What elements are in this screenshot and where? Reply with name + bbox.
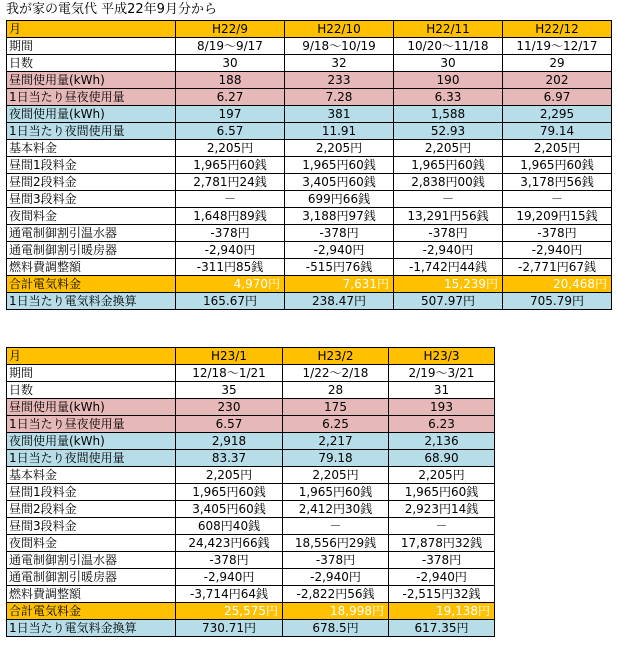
value-cell: 2,136 xyxy=(389,433,495,450)
value-cell: 8/19～9/17 xyxy=(176,38,285,55)
value-cell: 2,205円 xyxy=(394,140,503,157)
header-month-label: 月 xyxy=(7,21,176,38)
value-cell: 18,998円 xyxy=(283,603,389,620)
value-cell: 1,965円60銭 xyxy=(503,157,612,174)
value-cell: 6.97 xyxy=(503,89,612,106)
value-cell: 705.79円 xyxy=(503,293,612,310)
value-cell: 2/19～3/21 xyxy=(389,365,495,382)
value-cell: -2,940円 xyxy=(176,242,285,259)
value-cell: 1,965円60銭 xyxy=(394,157,503,174)
value-cell: 3,405円60銭 xyxy=(176,501,283,518)
table-row xyxy=(7,242,612,259)
value-cell: 83.37 xyxy=(176,450,283,467)
row-label: 昼間2段料金 xyxy=(7,501,176,518)
value-cell: 29 xyxy=(503,55,612,72)
header-month-cell: H23/1 xyxy=(176,348,283,365)
value-cell: 2,781円24銭 xyxy=(176,174,285,191)
value-cell: 6.25 xyxy=(283,416,389,433)
value-cell: 1,965円60銭 xyxy=(176,157,285,174)
table-row xyxy=(7,365,495,382)
value-cell: 1,965円60銭 xyxy=(389,484,495,501)
value-cell: 188 xyxy=(176,72,285,89)
table-row xyxy=(7,225,612,242)
header-month-cell: H23/3 xyxy=(389,348,495,365)
value-cell: 2,205円 xyxy=(283,467,389,484)
value-cell: -2,940円 xyxy=(389,569,495,586)
value-cell: 507.97円 xyxy=(394,293,503,310)
value-cell: 3,188円97銭 xyxy=(285,208,394,225)
value-cell: － xyxy=(283,518,389,535)
row-label: 日数 xyxy=(7,382,176,399)
value-cell: 608円40銭 xyxy=(176,518,283,535)
table-row xyxy=(7,157,612,174)
value-cell: -3,714円64銭 xyxy=(176,586,283,603)
value-cell: 3,405円60銭 xyxy=(285,174,394,191)
row-label: 夜間料金 xyxy=(7,535,176,552)
value-cell: 175 xyxy=(283,399,389,416)
value-cell: -2,822円56銭 xyxy=(283,586,389,603)
value-cell: 19,209円15銭 xyxy=(503,208,612,225)
value-cell: 2,217 xyxy=(283,433,389,450)
value-cell: 190 xyxy=(394,72,503,89)
value-cell: 617.35円 xyxy=(389,620,495,637)
row-label: 昼間使用量(kWh) xyxy=(7,72,176,89)
value-cell: 9/18～10/19 xyxy=(285,38,394,55)
table-row xyxy=(7,399,495,416)
value-cell: 18,556円29銭 xyxy=(283,535,389,552)
value-cell: -2,771円67銭 xyxy=(503,259,612,276)
header-row xyxy=(7,21,612,38)
row-label: 期間 xyxy=(7,365,176,382)
value-cell: 15,239円 xyxy=(394,276,503,293)
value-cell: 79.14 xyxy=(503,123,612,140)
value-cell: -378円 xyxy=(285,225,394,242)
table-row xyxy=(7,518,495,535)
value-cell: 202 xyxy=(503,72,612,89)
table-row xyxy=(7,484,495,501)
row-label: 燃料費調整額 xyxy=(7,586,176,603)
header-month-cell: H22/11 xyxy=(394,21,503,38)
table-row xyxy=(7,55,612,72)
table-row xyxy=(7,501,495,518)
table-row xyxy=(7,293,612,310)
table-row xyxy=(7,123,612,140)
electricity-table-h23 xyxy=(6,347,495,637)
value-cell: 2,923円14銭 xyxy=(389,501,495,518)
table-row xyxy=(7,276,612,293)
table-row xyxy=(7,569,495,586)
row-label: 通電制御割引暖房器 xyxy=(7,242,176,259)
value-cell: 1,648円89銭 xyxy=(176,208,285,225)
value-cell: -2,940円 xyxy=(503,242,612,259)
header-month-label: 月 xyxy=(7,348,176,365)
row-label: 1日当たり電気料金換算 xyxy=(7,293,176,310)
table-row xyxy=(7,433,495,450)
table-row xyxy=(7,259,612,276)
value-cell: -378円 xyxy=(176,552,283,569)
value-cell: － xyxy=(503,191,612,208)
value-cell: 2,412円30銭 xyxy=(283,501,389,518)
value-cell: -1,742円44銭 xyxy=(394,259,503,276)
row-label: 通電制御割引温水器 xyxy=(7,225,176,242)
value-cell: 678.5円 xyxy=(283,620,389,637)
value-cell: 19,138円 xyxy=(389,603,495,620)
value-cell: 2,205円 xyxy=(389,467,495,484)
value-cell: 6.27 xyxy=(176,89,285,106)
value-cell: -2,940円 xyxy=(394,242,503,259)
table-row xyxy=(7,603,495,620)
value-cell: 1,588 xyxy=(394,106,503,123)
value-cell: 32 xyxy=(285,55,394,72)
value-cell: 1,965円60銭 xyxy=(176,484,283,501)
value-cell: -2,515円32銭 xyxy=(389,586,495,603)
table-row xyxy=(7,140,612,157)
table-row xyxy=(7,467,495,484)
row-label: 昼間1段料金 xyxy=(7,157,176,174)
value-cell: 31 xyxy=(389,382,495,399)
value-cell: -2,940円 xyxy=(285,242,394,259)
value-cell: 1,965円60銭 xyxy=(283,484,389,501)
value-cell: 233 xyxy=(285,72,394,89)
value-cell: 12/18～1/21 xyxy=(176,365,283,382)
value-cell: 7.28 xyxy=(285,89,394,106)
value-cell: 2,205円 xyxy=(176,140,285,157)
value-cell: 2,205円 xyxy=(285,140,394,157)
value-cell: － xyxy=(394,191,503,208)
value-cell: 699円66銭 xyxy=(285,191,394,208)
row-label: 昼間使用量(kWh) xyxy=(7,399,176,416)
value-cell: 35 xyxy=(176,382,283,399)
row-label: 夜間使用量(kWh) xyxy=(7,106,176,123)
row-label: 基本料金 xyxy=(7,467,176,484)
table-row xyxy=(7,208,612,225)
table-row xyxy=(7,174,612,191)
value-cell: 2,205円 xyxy=(176,467,283,484)
table-row xyxy=(7,450,495,467)
row-label: 日数 xyxy=(7,55,176,72)
page-title: 我が家の電気代 平成22年9月分から xyxy=(6,2,217,17)
value-cell: 2,918 xyxy=(176,433,283,450)
value-cell: 6.23 xyxy=(389,416,495,433)
value-cell: 10/20～11/18 xyxy=(394,38,503,55)
value-cell: 2,295 xyxy=(503,106,612,123)
row-label: 昼間3段料金 xyxy=(7,518,176,535)
value-cell: -378円 xyxy=(389,552,495,569)
header-row xyxy=(7,348,495,365)
row-label: 合計電気料金 xyxy=(7,276,176,293)
value-cell: 30 xyxy=(394,55,503,72)
table-row xyxy=(7,89,612,106)
row-label: 合計電気料金 xyxy=(7,603,176,620)
value-cell: 30 xyxy=(176,55,285,72)
value-cell: 230 xyxy=(176,399,283,416)
row-label: 期間 xyxy=(7,38,176,55)
value-cell: 11/19～12/17 xyxy=(503,38,612,55)
value-cell: － xyxy=(389,518,495,535)
value-cell: -2,940円 xyxy=(283,569,389,586)
value-cell: 13,291円56銭 xyxy=(394,208,503,225)
row-label: 基本料金 xyxy=(7,140,176,157)
value-cell: -378円 xyxy=(283,552,389,569)
value-cell: 79.18 xyxy=(283,450,389,467)
table-row xyxy=(7,382,495,399)
value-cell: 20,468円 xyxy=(503,276,612,293)
value-cell: -311円85銭 xyxy=(176,259,285,276)
row-label: 1日当たり昼夜使用量 xyxy=(7,89,176,106)
table-row xyxy=(7,38,612,55)
value-cell: 17,878円32銭 xyxy=(389,535,495,552)
value-cell: 1/22～2/18 xyxy=(283,365,389,382)
value-cell: 381 xyxy=(285,106,394,123)
table-row xyxy=(7,586,495,603)
header-month-cell: H22/10 xyxy=(285,21,394,38)
value-cell: 3,178円56銭 xyxy=(503,174,612,191)
value-cell: -515円76銭 xyxy=(285,259,394,276)
row-label: 昼間3段料金 xyxy=(7,191,176,208)
value-cell: 1,965円60銭 xyxy=(285,157,394,174)
value-cell: 730.71円 xyxy=(176,620,283,637)
row-label: 通電制御割引暖房器 xyxy=(7,569,176,586)
row-label: 1日当たり夜間使用量 xyxy=(7,123,176,140)
row-label: 1日当たり昼夜使用量 xyxy=(7,416,176,433)
value-cell: 28 xyxy=(283,382,389,399)
value-cell: 6.57 xyxy=(176,416,283,433)
value-cell: -378円 xyxy=(176,225,285,242)
value-cell: 2,838円00銭 xyxy=(394,174,503,191)
header-month-cell: H22/12 xyxy=(503,21,612,38)
value-cell: 25,575円 xyxy=(176,603,283,620)
row-label: 燃料費調整額 xyxy=(7,259,176,276)
value-cell: 2,205円 xyxy=(503,140,612,157)
value-cell: 197 xyxy=(176,106,285,123)
row-label: 夜間使用量(kWh) xyxy=(7,433,176,450)
table-row xyxy=(7,620,495,637)
value-cell: 165.67円 xyxy=(176,293,285,310)
value-cell: 68.90 xyxy=(389,450,495,467)
value-cell: 4,970円 xyxy=(176,276,285,293)
value-cell: 6.57 xyxy=(176,123,285,140)
header-month-cell: H23/2 xyxy=(283,348,389,365)
electricity-table-h22 xyxy=(6,20,612,310)
value-cell: 11.91 xyxy=(285,123,394,140)
value-cell: -2,940円 xyxy=(176,569,283,586)
row-label: 昼間1段料金 xyxy=(7,484,176,501)
value-cell: -378円 xyxy=(503,225,612,242)
row-label: 昼間2段料金 xyxy=(7,174,176,191)
value-cell: 24,423円66銭 xyxy=(176,535,283,552)
table-row xyxy=(7,416,495,433)
table-row xyxy=(7,106,612,123)
row-label: 夜間料金 xyxy=(7,208,176,225)
value-cell: -378円 xyxy=(394,225,503,242)
table-row xyxy=(7,535,495,552)
header-month-cell: H22/9 xyxy=(176,21,285,38)
value-cell: 238.47円 xyxy=(285,293,394,310)
value-cell: － xyxy=(176,191,285,208)
table-row xyxy=(7,552,495,569)
value-cell: 7,631円 xyxy=(285,276,394,293)
value-cell: 52.93 xyxy=(394,123,503,140)
value-cell: 193 xyxy=(389,399,495,416)
row-label: 1日当たり電気料金換算 xyxy=(7,620,176,637)
table-row xyxy=(7,191,612,208)
row-label: 1日当たり夜間使用量 xyxy=(7,450,176,467)
table-row xyxy=(7,72,612,89)
row-label: 通電制御割引温水器 xyxy=(7,552,176,569)
value-cell: 6.33 xyxy=(394,89,503,106)
